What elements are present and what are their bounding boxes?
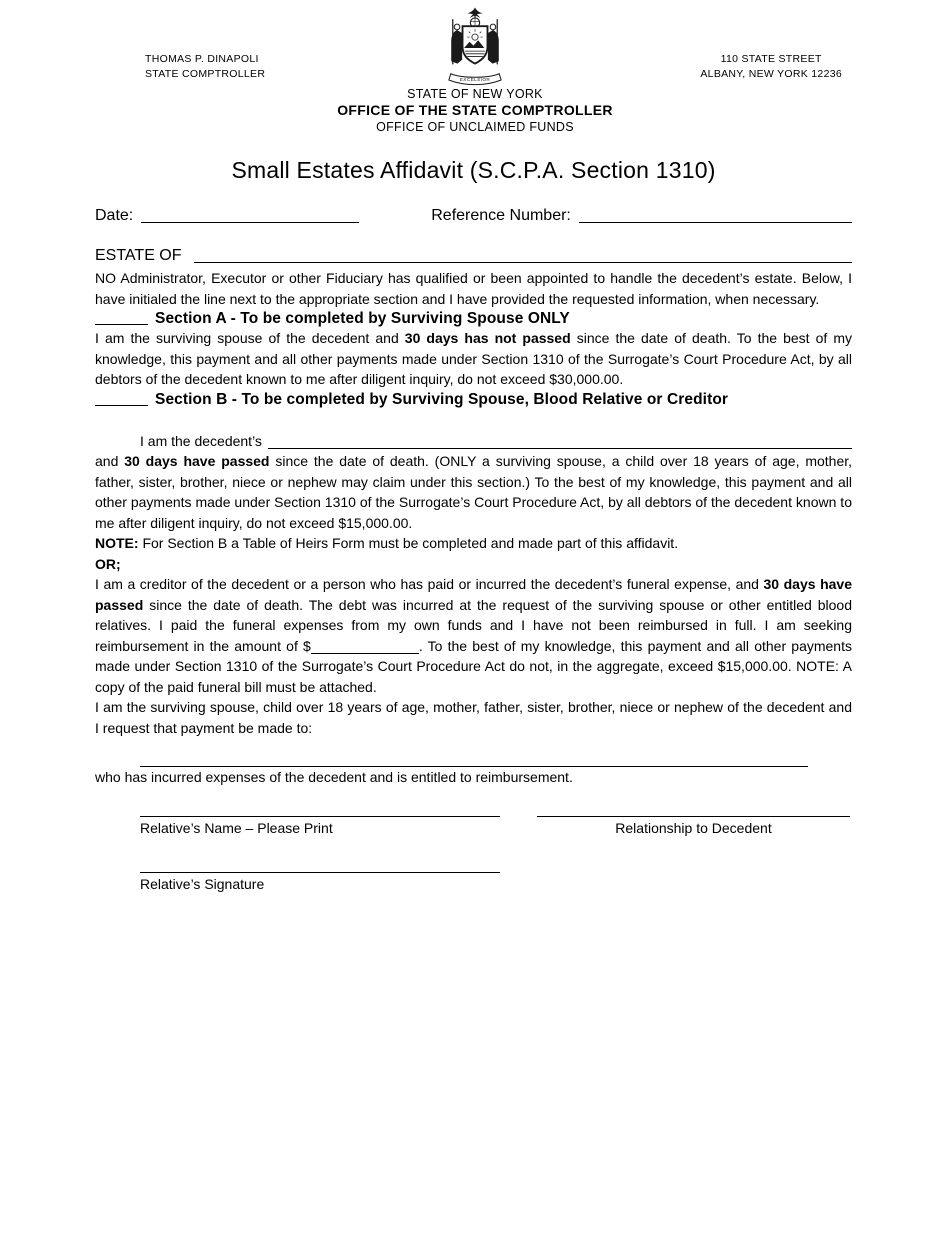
section-b-text-bold: 30 days have passed bbox=[124, 453, 270, 469]
or-label: OR; bbox=[95, 555, 121, 572]
creditor-text-post: . To the best of my knowledge, this payment and all other payments made under Section 1310 of the Surrogate’s Court Procedure Act do not, in the aggregate, exceed $15,000.00. NOTE: A copy of the paid funeral bill must be attached. bbox=[95, 637, 852, 695]
reference-number-blank[interactable] bbox=[579, 222, 852, 223]
section-b-text-post: since the date of death. (ONLY a surviving spouse, a child over 18 years of age, mother, father, sister, brother, niece or nephew may claim under this section.) To the best of my knowledge, this payment and all other payments made under Section 1310 of the Surrogate’s Court Procedure Act, by all debtors of the decedent known to me after diligent inquiry, do not exceed $15,000.00. bbox=[95, 453, 853, 531]
relative-name-column bbox=[140, 788, 500, 837]
date-reference-row bbox=[95, 204, 852, 228]
section-b-initial-blank[interactable] bbox=[95, 405, 148, 406]
office-address-block bbox=[700, 52, 842, 82]
relative-name-line[interactable] bbox=[140, 788, 500, 817]
creditor-paragraph bbox=[95, 574, 852, 697]
relative-signature-line[interactable] bbox=[140, 837, 500, 873]
reference-number-label: Reference Number: bbox=[431, 207, 571, 224]
relative-name-label: Relative’s Name – Please Print bbox=[140, 819, 333, 836]
seal-motto: EXCELSIOR bbox=[459, 78, 491, 84]
request-paragraph: I am the surviving spouse, child over 18 years of age, mother, father, sister, brother, niece or nephew of the decedent and I request that payment be made to: bbox=[95, 699, 852, 736]
letterhead bbox=[0, 0, 950, 140]
relative-signature-label: Relative’s Signature bbox=[140, 875, 265, 892]
section-b-text-pre: and bbox=[95, 453, 125, 469]
signature-row bbox=[140, 788, 852, 837]
amount-blank[interactable] bbox=[311, 653, 419, 654]
comptroller-name-block bbox=[145, 52, 265, 82]
section-a-paragraph bbox=[95, 328, 852, 390]
office-line: OFFICE OF THE STATE COMPTROLLER bbox=[337, 102, 613, 118]
estate-name-blank[interactable] bbox=[194, 262, 852, 263]
relationship-to-decedent-label: Relationship to Decedent bbox=[615, 819, 772, 836]
section-a-initial-blank[interactable] bbox=[95, 324, 148, 325]
section-a-heading-text: Section A - To be completed by Surviving Spouse ONLY bbox=[155, 310, 570, 327]
date-blank[interactable] bbox=[141, 222, 359, 223]
comptroller-title: STATE COMPTROLLER bbox=[145, 68, 266, 80]
estate-of-label: ESTATE OF bbox=[95, 247, 182, 264]
org-lines bbox=[0, 86, 950, 136]
relationship-to-decedent-line[interactable] bbox=[537, 788, 850, 817]
form-title: Small Estates Affidavit (S.C.P.A. Section 1310) bbox=[231, 157, 716, 183]
creditor-text-pre: I am a creditor of the decedent or a person who has paid or incurred the decedent’s funeral expense, and bbox=[95, 576, 764, 592]
relationship-blank[interactable] bbox=[268, 448, 852, 449]
payee-note: who has incurred expenses of the decedent and is entitled to reimbursement. bbox=[95, 769, 573, 785]
note-label: NOTE: bbox=[95, 535, 139, 551]
relationship-line-label: I am the decedent’s bbox=[140, 432, 262, 449]
section-b-heading-text: Section B - To be completed by Surviving Spouse, Blood Relative or Creditor bbox=[155, 390, 729, 408]
state-line: STATE OF NEW YORK bbox=[407, 87, 543, 101]
division-line: OFFICE OF UNCLAIMED FUNDS bbox=[376, 120, 574, 134]
form-body bbox=[0, 156, 950, 893]
relationship-row bbox=[140, 431, 852, 452]
note-text: For Section B a Table of Heirs Form must be completed and made part of this affidavit. bbox=[138, 535, 679, 551]
section-a-text-post: since the date of death. To the best of my knowledge, this payment and all other payments made under Section 1310 of the Surrogate’s Court Procedure Act, by all debtors of the decedent known to me after diligent inquiry, do not exceed $30,000.00. bbox=[95, 330, 853, 387]
note-paragraph bbox=[95, 533, 852, 554]
date-label: Date: bbox=[95, 207, 134, 224]
section-b-heading bbox=[95, 390, 852, 409]
relative-signature-column bbox=[140, 837, 500, 893]
comptroller-name: THOMAS P. DINAPOLI bbox=[145, 53, 259, 65]
estate-of-row bbox=[95, 244, 852, 268]
new-york-state-seal-icon bbox=[436, 6, 514, 95]
intro-paragraph: NO Administrator, Executor or other Fiduciary has qualified or been appointed to handle the decedent’s estate. Below, I have initialed the line next to the appropriate section and I have provided the requested information, when necessary. bbox=[95, 270, 852, 307]
section-a-heading bbox=[95, 309, 852, 328]
section-a-text-bold: 30 days has not passed bbox=[404, 330, 571, 346]
payee-blank[interactable] bbox=[140, 739, 808, 767]
section-b-paragraph bbox=[95, 451, 852, 533]
creditor-text-bold: 30 days have passed bbox=[95, 576, 852, 613]
address-street: 110 STATE STREET bbox=[720, 53, 822, 65]
creditor-text-mid: since the date of death. The debt was incurred at the request of the surviving spouse or other entitled blood relatives. I paid the funeral expenses from my own funds and I have not been reimbursed in full. I am seeking reimbursement in the amount of $ bbox=[95, 596, 852, 654]
section-a-text-pre: I am the surviving spouse of the decedent and bbox=[95, 330, 405, 346]
address-city: ALBANY, NEW YORK 12236 bbox=[700, 68, 842, 80]
relationship-column bbox=[537, 788, 850, 837]
